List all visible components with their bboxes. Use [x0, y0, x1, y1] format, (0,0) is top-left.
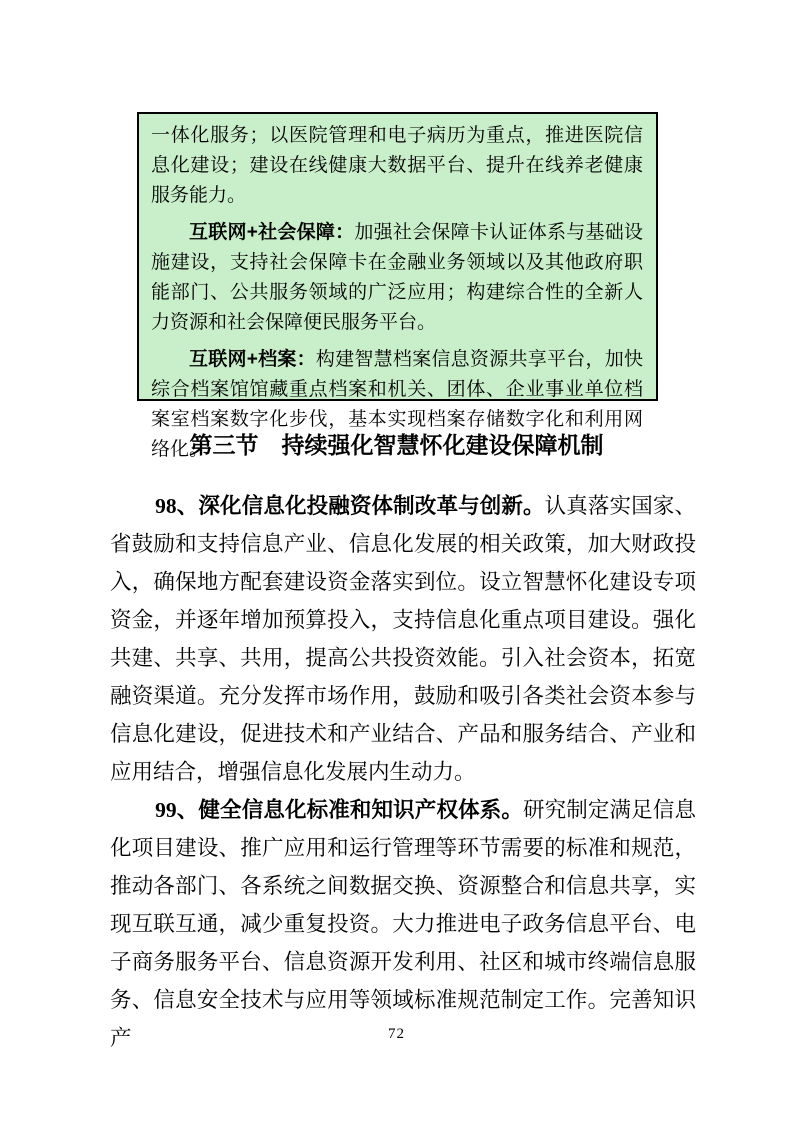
paragraph-98-lead: 98、深化信息化投融资体制改革与创新。 — [155, 494, 545, 518]
box-paragraph-lead: 互联网+档案： — [189, 349, 316, 370]
paragraph-99 — [110, 791, 696, 1057]
box-paragraph-text: 一体化服务；以医院管理和电子病历为重点，推进医院信息化建设；建设在线健康大数据平台、提升在线养老健康服务能力。 — [151, 125, 643, 206]
paragraph-99-lead: 99、健全信息化标准和知识产权体系。 — [155, 798, 523, 822]
box-paragraph-text: 构建智慧档案信息资源共享平台，加快综合档案馆馆藏重点档案和机关、团体、企业事业单位档案室档案数字化步伐，基本实现档案存储数字化和利用网络化。 — [151, 349, 643, 460]
box-paragraph-text: 加强社会保障卡认证体系与基础设施建设，支持社会保障卡在金融业务领域以及其他政府职能部门、公共服务领域的广泛应用；构建综合性的全新人力资源和社会保障便民服务平台。 — [151, 222, 643, 333]
paragraph-98 — [110, 487, 696, 791]
page-number: 72 — [388, 1026, 405, 1042]
box-paragraph-lead: 互联网+社会保障： — [189, 222, 355, 243]
box-paragraph-social-security — [151, 218, 643, 338]
box-paragraph-continuation — [151, 121, 643, 211]
paragraph-98-text: 认真落实国家、省鼓励和支持信息产业、信息化发展的相关政策，加大财政投入，确保地方配套建设资金落实到位。设立智慧怀化建设专项资金，并逐年增加预算投入，支持信息化重点项目建设。强化共建、共享、共用，提高公共投资效能。引入社会资本，拓宽融资渠道。充分发挥市场作用，鼓励和吸引各类社会资本参与信息化建设，促进技术和产业结合、产品和服务结合、产业和应用结合，增强信息化发展内生动力。 — [110, 494, 696, 784]
section-heading: 第三节 持续强化智慧怀化建设保障机制 — [189, 433, 604, 458]
body-text — [110, 487, 696, 1057]
paragraph-99-text: 研究制定满足信息化项目建设、推广应用和运行管理等环节需要的标准和规范，推动各部门、各系统之间数据交换、资源整合和信息共享，实现互联互通，减少重复投资。大力推进电子政务信息平台、电子商务服务平台、信息资源开发利用、社区和城市终端信息服务、信息安全技术与应用等领域标准规范制定工作。完善知识产 — [110, 798, 696, 1050]
